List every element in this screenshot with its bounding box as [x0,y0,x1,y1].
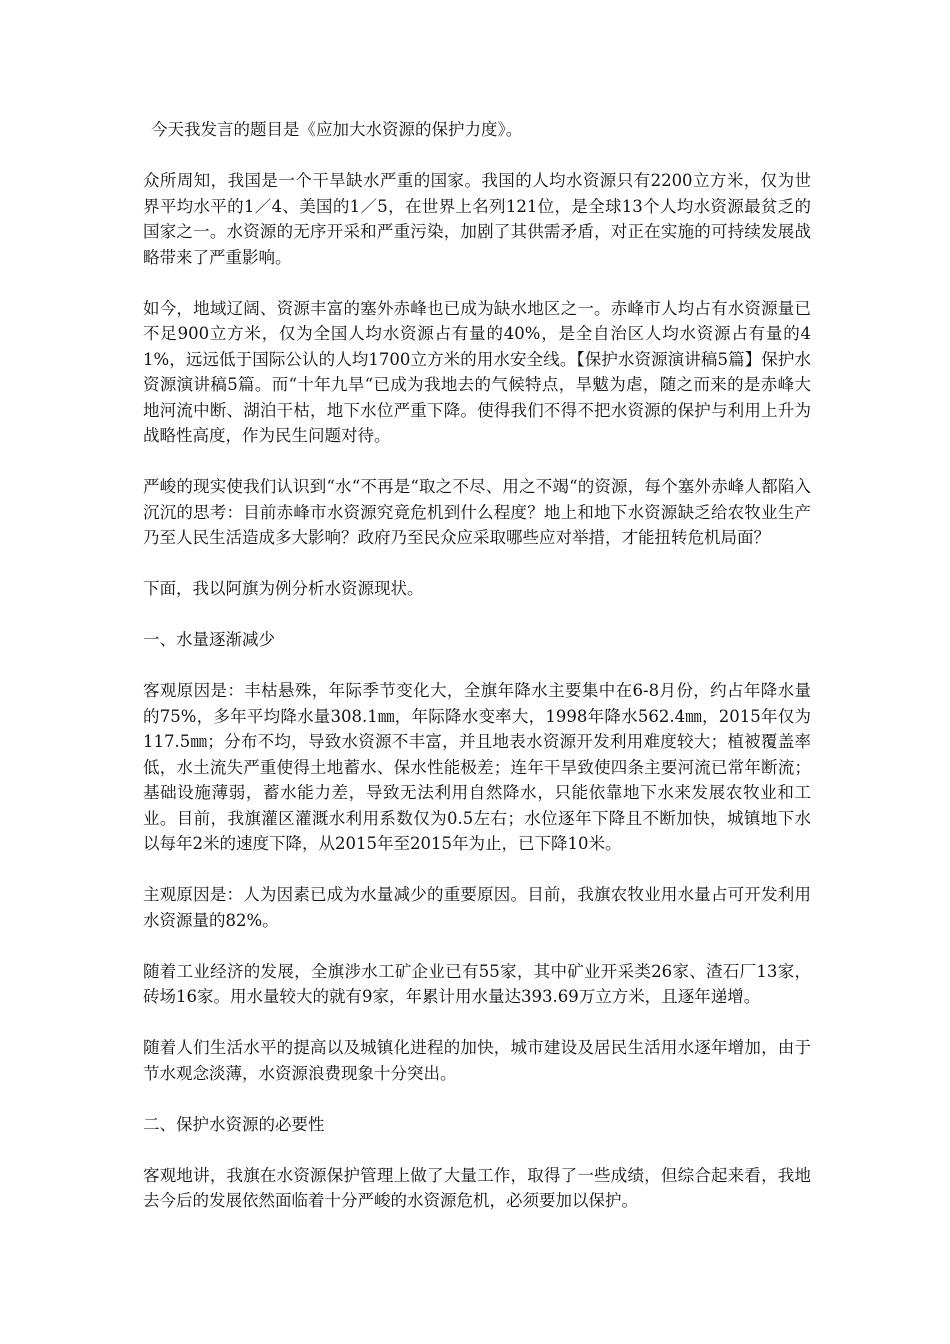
paragraph-chifeng: 如今，地域辽阔、资源丰富的塞外赤峰也已成为缺水地区之一。赤峰市人均占有水资源量已不足900立方米，仅为全国人均水资源占有量的40%，是全自治区人均水资源占有量的41%，远远低于国际公认的人均1700立方米的用水安全线。【保护水资源演讲稿5篇】保护水资源演讲稿5篇。而“十年九旱“已成为我地去的气候特点，旱魃为虐，随之而来的是赤峰大地河流中断、湖泊干枯，地下水位严重下降。使得我们不得不把水资源的保护与利用上升为战略性高度，作为民生问题对待。 [143,298,811,445]
section-heading-2: 二、保护水资源的必要性 [143,1114,325,1134]
paragraph-reflection: 严峻的现实使我们认识到“水“不再是“取之不尽、用之不竭“的资源，每个塞外赤峰人都陷入沉沉的思考：目前赤峰市水资源究竟危机到什么程度？地上和地下水资源缺乏给农牧业生产乃至人民生活造成多大影响？政府乃至民众应采取哪些应对举措，才能扭转危机局面？ [143,477,811,547]
paragraph-analysis-intro: 下面，我以阿旗为例分析水资源现状。 [143,579,424,598]
paragraph-necessity: 客观地讲，我旗在水资源保护管理上做了大量工作，取得了一些成绩，但综合起来看，我地去今后的发展依然面临着十分严峻的水资源危机，必须要加以保护。 [143,1165,811,1210]
paragraph-industry: 随着工业经济的发展，全旗涉水工矿企业已有55家，其中矿业开采类26家、渣石厂13家，砖场16家。用水量较大的就有9家，年累计用水量达393.69万立方米，且逐年递增。 [143,961,811,1006]
paragraph-subjective-causes: 主观原因是：人为因素已成为水量减少的重要原因。目前，我旗农牧业用水量占可开发利用水资源量的82%。 [143,885,811,930]
paragraph-objective-causes: 客观原因是：丰枯悬殊，年际季节变化大，全旗年降水主要集中在6-8月份，约占年降水量的75%，多年平均降水量308.1㎜，年际降水变率大，1998年降水562.4㎜，2015年仅为117.5㎜；分布不均，导致水资源不丰富，并且地表水资源开发利用难度较大；植被覆盖率低，水土流失严重使得土地蓄水、保水性能极差；连年干旱致使四条主要河流已常年断流；基础设施薄弱，蓄水能力差，导致无法利用自然降水，只能依靠地下水来发展农牧业和工业。目前，我旗灌区灌溉水利用系数仅为0.5左右；水位逐年下降且不断加快，城镇地下水以每年2米的速度下降，从2015年至2015年为止，已下降10米。 [143,681,811,853]
document-page [143,117,811,1239]
intro-paragraph: 今天我发言的题目是《应加大水资源的保护力度》。 [151,120,523,139]
paragraph-urbanization: 随着人们生活水平的提高以及城镇化进程的加快，城市建设及居民生活用水逐年增加，由于节水观念淡薄，水资源浪费现象十分突出。 [143,1038,811,1083]
paragraph-water-scarcity: 众所周知，我国是一个干旱缺水严重的国家。我国的人均水资源只有2200立方米，仅为世界平均水平的1／4、美国的1／5，在世界上名列121位，是全球13个人均水资源最贫乏的国家之一。水资源的无序开采和严重污染，加剧了其供需矛盾，对正在实施的可持续发展战略带来了严重影响。 [143,171,811,267]
section-heading-1: 一、水量逐渐减少 [143,630,275,649]
